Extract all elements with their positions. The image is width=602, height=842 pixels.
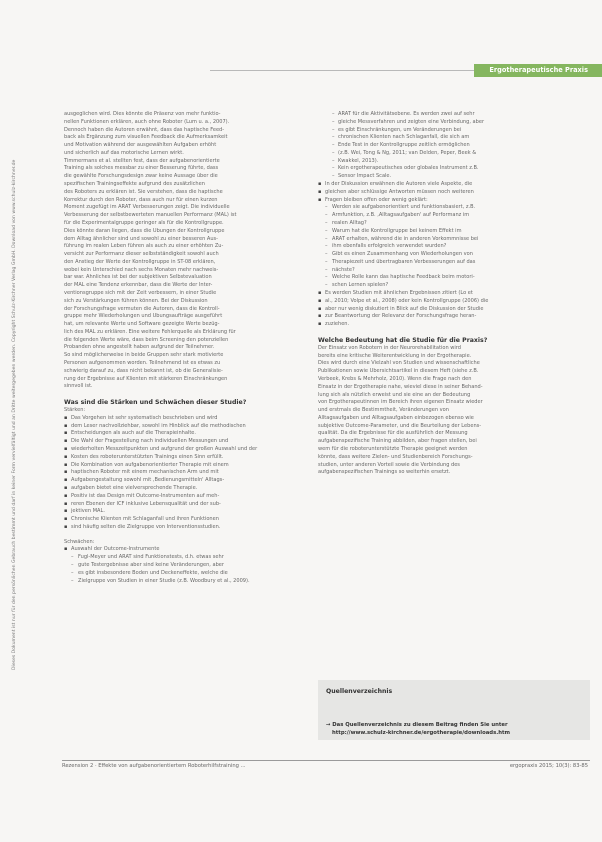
body-text-line: – ARAT für die Aktivitätsebene. Es werden zwei auf sehr	[318, 111, 590, 119]
weakness-subitem: – Zielgruppe von Studien in einer Studie (z.B. Woodbury et al., 2009).	[64, 578, 316, 586]
body-text-line: die gewählte Forschungsdesign zwar keine Aussage über die	[64, 173, 218, 180]
left-column	[64, 111, 316, 585]
strength-item: ▪ Entscheidungen als auch auf die Therapieinhalte.	[64, 430, 316, 438]
body-text-line: könnte, dass weitere Zielen- und Studienbereich Forschungs-	[318, 453, 473, 460]
open-question-item: – Armfunktion, z.B. ‚Alltagsaufgaben' auf Performanz im	[318, 212, 590, 220]
body-text-line: Probanden ohne angestellt haben aufgrund der Teilnehmer.	[64, 344, 215, 351]
body-text-line: aufgabenspezifischen Trainings so weiterhin ersetzt.	[318, 469, 451, 476]
strength-item: ▪ Aufgabengestaltung sowohl mit ‚Bedienungsmitteln' Alltags-	[64, 477, 316, 485]
body-text-line: und sicherlich auf das motorische Lernen wirkt.	[64, 149, 184, 156]
body-text-line: den Anstieg der Werte der Kontrollgruppe in ST-08 erklären,	[64, 258, 216, 265]
open-question-item: – Gibt es einen Zusammenhang von Wiederholungen von	[318, 251, 590, 259]
body-text-line: So sind möglicherweise in beide Gruppen sehr stark motivierte	[64, 352, 224, 359]
body-text-line: Korrektur durch den Roboter, dass auch nur für einen kurzen	[64, 196, 218, 203]
body-text-line: der Forschungsfrage vermuten die Autoren, dass die Kontroll-	[64, 305, 220, 312]
weakness-subitem: – Fugl-Meyer und ARAT sind Funktionstests, d.h. etwas sehr	[64, 554, 316, 562]
body-text-line: nellen Funktionen erklären, auch ohne Roboter (Lum u. a., 2007).	[64, 118, 230, 125]
body-text-line: Einsatz in der Ergotherapie nahe, wieviel diese in seiner Behand-	[318, 383, 483, 390]
body-text-line: für die Experimentalgruppe geringer als für die Kontrollgruppe.	[64, 219, 224, 226]
sources-box	[318, 680, 590, 740]
discussion-item: ▪ al., 2010; Volpe et al., 2008) oder kein Kontrollgruppe (2006) die	[318, 298, 590, 306]
copyright-note: Dieses Dokument ist nur für den persönlichen Gebrauch bestimmt und darf in keiner Form vervielfältigt und an Dritte weitergegeben werden. Copyright Schulz-Kirchner Verlag GmbH. Download von www.schulz-kirchner.de	[12, 159, 17, 670]
body-text-line: schwierig darauf zu, dass nicht bekannt ist, ob die Generalisie-	[64, 367, 223, 374]
body-text-line: Dies könnte daran liegen, dass die Übungen der Kontrollgruppe	[64, 227, 225, 234]
body-text-line: subjektive Outcome-Parameter, und die Beurteilung der Lebens-	[318, 422, 482, 429]
body-text-line: gruppe mehr Wiederholungen und Übungsaufträge ausgeführt	[64, 313, 223, 320]
weakness-item: ▪ Auswahl der Outcome-Instrumente	[64, 546, 316, 554]
strength-item: ▪ Kosten des roboterunterstützten Trainings einen Sinn erfüllt.	[64, 454, 316, 462]
body-text-line: und Motivation während der ausgewählten Aufgaben erhöht	[64, 142, 217, 149]
strength-item: ▪ aufgaben bietet eine vielversprechende Therapie.	[64, 485, 316, 493]
strength-item: ▪ reren Ebenen der ICF inklusive Lebensqualität und der sub-	[64, 501, 316, 509]
body-text-line: lung sich als nützlich erweist und sie eine an der Bedeutung	[318, 391, 471, 398]
discussion-item: ▪ gleichen aber schlüssige Antworten müssen noch weiteren	[318, 189, 590, 197]
body-text-line: spezifischen Trainingseffekte aufgrund des zusätzlichen	[64, 181, 205, 188]
body-text-line: des Roboters zu erklären ist. Sie verstehen, dass die haptische	[64, 188, 223, 195]
open-question-item: – nächste?	[318, 267, 590, 275]
open-question-item: – realen Alltag?	[318, 220, 590, 228]
body-text-line: aufgabenspezifische Training abbilden, aber fragen stellen, bei	[318, 438, 477, 445]
body-text-line: studien, unter anderen Vorteil sowie die Verbindung des	[318, 461, 460, 468]
body-text-line: – Kein ergotherapeutisches oder globales Instrument z.B.	[318, 165, 590, 173]
header-rule	[210, 70, 474, 71]
body-text-line: Verbesserung der selbstbewerteten manuellen Performanz (MAL) ist	[64, 212, 237, 219]
body-text-line: qualität. Da die Ergebnisse für die ausführlich der Messung	[318, 430, 468, 437]
body-text-line: – Ende Test in der Kontrollgruppe zeitlich ermöglichen	[318, 142, 590, 150]
open-question-item: – Warum hat die Kontrollgruppe bei keinem Effekt im	[318, 228, 590, 236]
body-text-line: ausgeglichen wird. Dies könnte die Präsenz von mehr funktio-	[64, 111, 221, 117]
weakness-subitem: – gute Testergebnisse aber sind keine Veränderungen, aber	[64, 562, 316, 570]
strength-item: ▪ wiederholten Messzeitpunkten und aufgrund der großen Auswahl und der	[64, 446, 316, 454]
body-text-line: Der Einsatz von Robotern in der Neurorehabilitation wird	[318, 344, 461, 351]
body-text-line: sinnvoll ist.	[64, 383, 93, 390]
right-column	[318, 111, 590, 477]
body-text-line: – chronischen Klienten nach Schlaganfall, die sich am	[318, 134, 590, 142]
sidebar-vertical-note	[6, 80, 18, 670]
footer-left: Rezension 2 · Effekte von aufgabenorientiertem Roboterhilfstraining ...	[62, 763, 246, 769]
body-text-line: Alltagsaufgaben und Alltagsaufgaben einbezogen ebenso wie	[318, 414, 474, 421]
open-question-item: – Werden sie aufgabenorientiert und funktionsbasiert, z.B.	[318, 204, 590, 212]
body-text-line: ventionsgruppe sich mit der Zeit verbessern, in einer Studie	[64, 289, 217, 296]
body-text-line: Timmermans et al. stellten fest, dass der aufgabenorientierte	[64, 157, 220, 164]
strength-item: ▪ Das Vorgehen ist sehr systematisch beschrieben und wird	[64, 415, 316, 423]
open-question-item: – ihm ebenfalls erfolgreich verwendet wurden?	[318, 243, 590, 251]
body-text-line: wem für die roboterunterstützte Therapie geeignet werden	[318, 446, 468, 453]
strength-item: ▪ Positiv ist das Design mit Outcome-Instrumenten auf meh-	[64, 493, 316, 501]
open-question-item: – ARAT erhalten, während die in anderen Vorkommnisse bei	[318, 236, 590, 244]
strengths-label: Stärken:	[64, 407, 86, 414]
open-question-item: – Welche Rolle kann das haptische Feedback beim motori-	[318, 274, 590, 282]
strength-item: ▪ sind häufig selten die Zielgruppe von Interventionsstudien.	[64, 524, 316, 532]
strength-item: ▪ jektiven MAL.	[64, 508, 316, 516]
body-text-line: lich des MAL zu erklären. Eine weitere Fehlerquelle als Erklärung für	[64, 328, 236, 335]
body-text-line: – Sensor Impact Scale.	[318, 173, 590, 181]
body-text-line: der MAL eine Tendenz erkennbar, dass die Werte der Inter-	[64, 282, 213, 289]
discussion-item: ▪ aber nur wenig diskutiert in Blick auf die Diskussion der Studie	[318, 306, 590, 314]
footer-page-info: ergopraxis 2015; 10(3): 83-85	[509, 763, 588, 769]
open-question-item: – Therapiezeit und übertragbaren Verbesserungen auf das	[318, 259, 590, 267]
sources-title: Quellenverzeichnis	[326, 688, 393, 695]
body-text-line: – Kwakkel, 2013).	[318, 158, 590, 166]
body-text-line: von Ergotherapeutinnen im Bereich ihren eigenen Einsatz wieder	[318, 399, 483, 406]
body-text-line: versicht zur Performanz dieser selbstständigkeit sowohl auch	[64, 251, 219, 258]
body-text-line: Dies wird durch eine Vielzahl von Studien und wissenschaftliche	[318, 360, 480, 367]
body-text-line: wobei kein Unterschied nach sechs Monaten mehr nachweis-	[64, 266, 219, 273]
body-text-line: bereits eine kritische Weiterentwicklung in der Ergotherapie.	[318, 352, 472, 359]
body-text-line: – es gibt Einschränkungen, um Veränderungen bei	[318, 127, 590, 135]
sources-text: → Das Quellenverzeichnis zu diesem Beitrag finden Sie unter	[326, 722, 508, 728]
body-text-line: Personen aufgenommen worden. Teilnehmend ist es etwas zu	[64, 360, 221, 366]
discussion-item: ▪ zur Beantwortung der Relevanz der Forschungsfrage heran-	[318, 313, 590, 321]
strength-item: ▪ Chronische Klienten mit Schlaganfall und ihren Funktionen	[64, 516, 316, 524]
body-text-line: hat, um relevante Werte und Software gezeigte Werte bezüg-	[64, 321, 220, 328]
body-text-line: Moment zugefügt im ARAT Verbesserungen zeigt. Die individuelle	[64, 204, 230, 211]
discussion-item: ▪ Es werden Studien mit ähnlichen Ergebnissen zitiert (Lo et	[318, 290, 590, 298]
weaknesses-label: Schwächen:	[64, 538, 95, 545]
section-label: Ergotherapeutische Praxis	[489, 66, 588, 74]
footer-rule	[62, 760, 590, 761]
body-text-line: – gleiche Messverfahren und zeigten eine Verbindung, aber	[318, 119, 590, 127]
body-text-line: bar war. Ähnliches ist bei der subjektiven Selbstevaluation	[64, 274, 212, 281]
strength-item: ▪ Die Wahl der Fragestellung nach individuellen Messungen und	[64, 438, 316, 446]
strength-item: ▪ Die Kombination von aufgabenorientierter Therapie mit einem	[64, 462, 316, 470]
body-text-line: Dennoch haben die Autoren erwähnt, dass das haptische Feed-	[64, 126, 225, 133]
section-header	[474, 64, 602, 77]
sources-link[interactable]: http://www.schulz-kirchner.de/ergotherapie/downloads.htm	[332, 730, 511, 736]
body-text-line: – (z.B. Wei, Tong & Ng, 2011; van Delden, Peper, Beek &	[318, 150, 590, 158]
weakness-subitem: – es gibt insbesondere Boden und Deckeneffekte, welche die	[64, 570, 316, 578]
body-text-line: die folgenden Werte wäre, dass beim Screening den potenziellen	[64, 336, 229, 343]
body-text-line: Training als solches messbar zu einer Besserung führte, dass	[64, 165, 219, 172]
body-text-line: führung im realen Leben führen als auch zu einer erhöhten Zu-	[64, 243, 224, 250]
body-text-line: back als Ergänzung zum visuellen Feedback die Aufmerksamkeit	[64, 134, 228, 141]
body-text-line: dem Alltag ähnlicher sind und sowohl zu einer besseren Aus-	[64, 235, 218, 242]
discussion-item: ▪ zuziehen.	[318, 321, 590, 329]
body-text-line: und erstmals die Bestimmtheit, Veränderungen von	[318, 407, 449, 414]
discussion-item: ▪ In der Diskussion erwähnen die Autoren viele Aspekte, die	[318, 181, 590, 189]
practice-heading: Welche Bedeutung hat die Studie für die Praxis?	[318, 336, 488, 344]
discussion-item: ▪ Fragen bleiben offen oder wenig geklärt:	[318, 197, 590, 205]
body-text-line: rung der Ergebnisse auf Klienten mit stärkeren Einschränkungen	[64, 375, 228, 382]
body-text-line: sich zu Verstärkungen führen können. Bei der Diskussion	[64, 297, 208, 304]
strengths-heading: Was sind die Stärken und Schwächen dieser Studie?	[64, 399, 247, 407]
strength-item: ▪ dem Leser nachvollziehbar, sowohl im Hinblick auf die methodischen	[64, 423, 316, 431]
open-question-item: – schen Lernen spielen?	[318, 282, 590, 290]
body-text-line: Publikationen sowie Übersichtsartikel in diesem Heft (siehe z.B.	[318, 368, 479, 375]
strength-item: ▪ haptischen Roboter mit einem mechanischen Arm und mit	[64, 469, 316, 477]
body-text-line: Verbeek, Krebs & Mehrholz, 2010). Wenn die Frage nach den	[318, 376, 472, 382]
